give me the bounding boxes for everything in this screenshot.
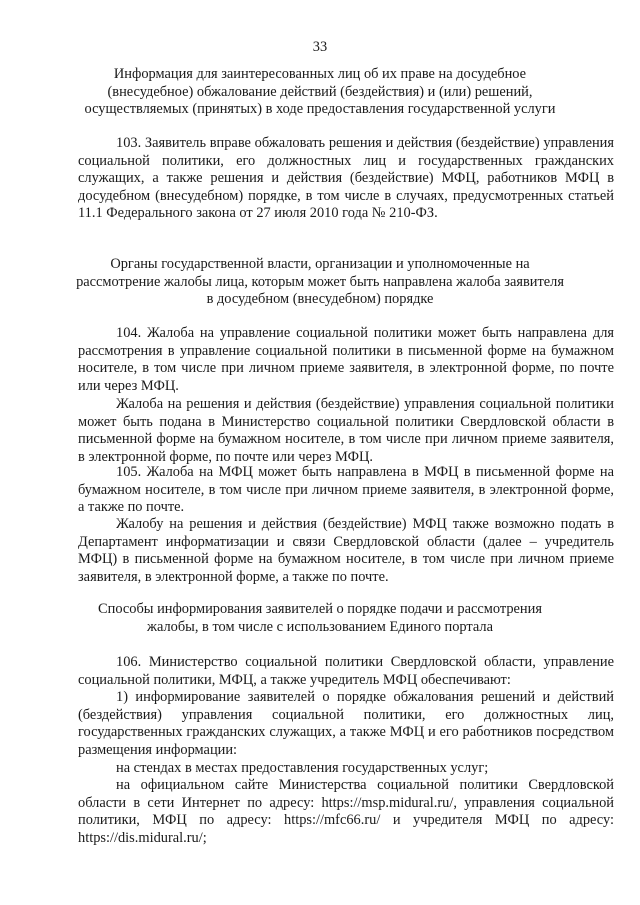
section-heading-informing-methods: Способы информирования заявителей о порядке подачи и рассмотрения жалобы, в том числе с использованием Единого портала: [98, 601, 542, 635]
page-number: 33: [312, 39, 328, 55]
paragraph-106-item-1: 1) информирование заявителей о порядке обжалования решений и действий (бездействия) управления социальной политики, его должностных лиц, государственных гражданских служащих, а также МФЦ и его работников посредством размещения информации:: [78, 689, 614, 758]
section-heading-appeal-rights: Информация для заинтересованных лиц об их праве на досудебное (внесудебное) обжалование действий (бездействия) и (или) решений, осуществляемых (принятых) в ходе предоставления государственной услуги: [84, 66, 556, 118]
paragraph-106-stands: на стендах в местах предоставления государственных услуг;: [116, 760, 489, 776]
paragraph-104: 104. Жалоба на управление социальной политики может быть направлена для рассмотрения в управление социальной политики в письменной форме на бумажном носителе, в том числе при личном приеме заявителя, в электронной форме, по почте или через МФЦ.: [78, 325, 614, 394]
paragraph-104-ministry: Жалоба на решения и действия (бездействие) управления социальной политики может быть подана в Министерство социальной политики Свердловской области в письменной форме на бумажном носителе, в том числе при личном приеме заявителя, в электронной форме, по почте или через МФЦ.: [78, 396, 614, 465]
paragraph-106: 106. Министерство социальной политики Свердловской области, управление социальной политики, МФЦ, а также учредитель МФЦ обеспечивают:: [78, 654, 614, 688]
paragraph-105: 105. Жалоба на МФЦ может быть направлена в МФЦ в письменной форме на бумажном носителе, в том числе при личном приеме заявителя, в электронной форме, а также по почте.: [78, 464, 614, 516]
paragraph-105-department: Жалобу на решения и действия (бездействие) МФЦ также возможно подать в Департамент информатизации и связи Свердловской области (далее – учредитель МФЦ) в письменной форме на бумажном носителе, в том числе при личном приеме заявителя, в электронной форме, а также по почте.: [78, 516, 614, 585]
paragraph-103: 103. Заявитель вправе обжаловать решения и действия (бездействие) управления социальной политики, его должностных лиц и государственных гражданских служащих, а также решения и действия (бездействие) МФЦ, работников МФЦ в досудебном (внесудебном) порядке, в том числе в случаях, предусмотренных статьей 11.1 Федерального закона от 27 июля 2010 года № 210-ФЗ.: [78, 135, 614, 222]
section-heading-complaint-bodies: Органы государственной власти, организации и уполномоченные на рассмотрение жалобы лица, которым может быть направлена жалоба заявителя в досудебном (внесудебном) порядке: [76, 256, 564, 308]
paragraph-106-websites: на официальном сайте Министерства социальной политики Свердловской области в сети Интернет по адресу: https://msp.midural.ru/, управления социальной политики, МФЦ по адресу: https://mfc66.ru/ и учредителя МФЦ по адресу: https://dis.midural.ru/;: [78, 777, 614, 846]
